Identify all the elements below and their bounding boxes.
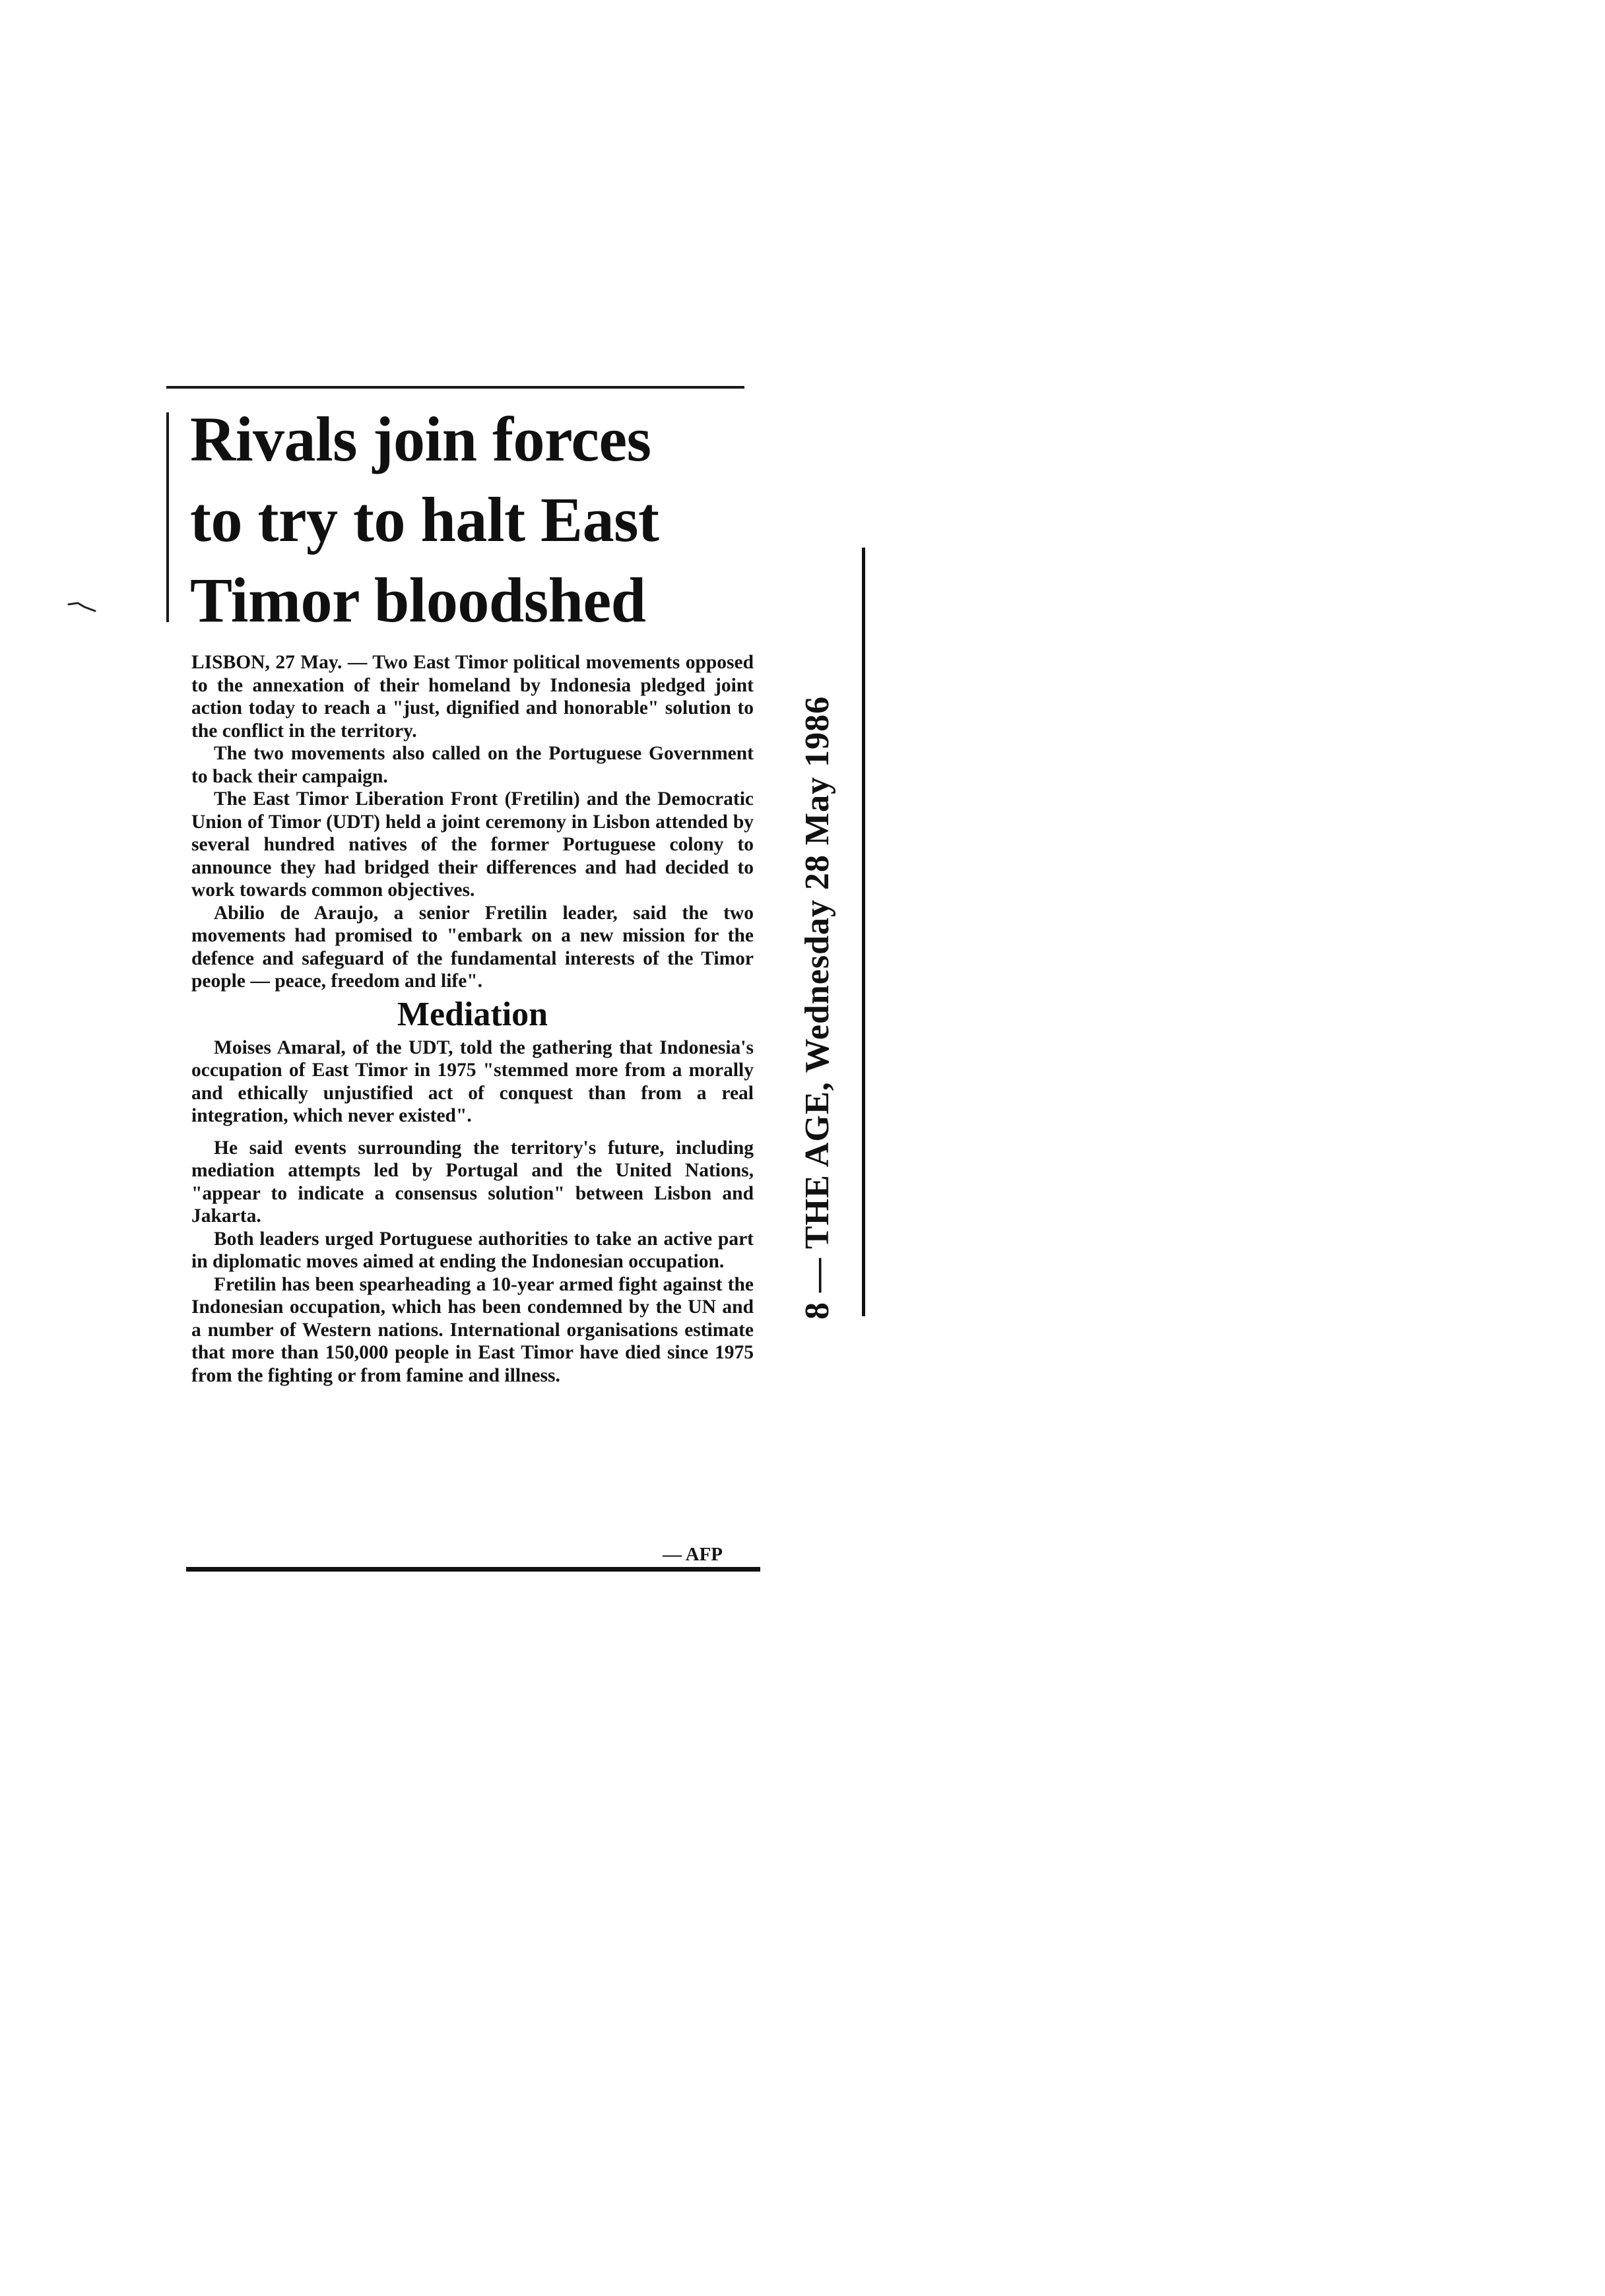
headline: [190, 399, 758, 641]
pen-mark-icon: [67, 600, 96, 614]
subheading: Mediation: [397, 995, 548, 1033]
top-rule: [166, 386, 744, 389]
article-paragraph: Moises Amaral, of the UDT, told the gathering that Indonesia's occupation of East Timor in 1975 "stemmed more from a morally and ethically unjustified act of conquest than from a real integration, which never existed".: [191, 1036, 754, 1126]
article-paragraph: The two movements also called on the Portuguese Government to back their campaign.: [191, 743, 754, 787]
headline-line: Rivals join forces: [190, 404, 651, 474]
headline-line: to try to halt East: [190, 484, 659, 555]
headline-line: Timor bloodshed: [190, 565, 646, 635]
article-paragraph: Both leaders urged Portuguese authorities to take an active part in diplomatic moves aimed at ending the Indonesian occupation.: [191, 1228, 754, 1272]
article-paragraph: He said events surrounding the territory's future, including mediation attempts led by Portugal and the United Nations, "appear to indicate a consensus solution" between Lisbon and Jakarta.: [191, 1137, 754, 1227]
article-body: [191, 651, 754, 1387]
left-rule: [166, 412, 169, 622]
article-paragraph: The East Timor Liberation Front (Fretilin) and the Democratic Union of Timor (UDT) held a joint ceremony in Lisbon attended by several hundred natives of the former Portuguese colony to announce they had bridged their differences and had decided to work towards common objectives.: [191, 788, 754, 901]
bottom-rule: [186, 1567, 760, 1572]
newspaper-clipping: [166, 386, 760, 1587]
agency-credit: — AFP: [663, 1544, 723, 1565]
article-paragraph: Abilio de Araujo, a senior Fretilin leader, said the two movements had promised to "embark on a new mission for the defence and safeguard of the fundamental interests of the Timor people — peace, freedom and life".: [191, 902, 754, 992]
dateline-paragraph: LISBON, 27 May. — Two East Timor political movements opposed to the annexation of their homeland by Indonesia pledged joint action today to reach a "just, dignified and honorable" solution to the conflict in the territory.: [191, 652, 754, 742]
masthead-rule: [862, 548, 865, 1316]
article-paragraph: Fretilin has been spearheading a 10-year armed fight against the Indonesian occupation, which has been condemned by the UN and a number of Western nations. International organisations estimate that more than 150,000 people in East Timor have died since 1975 from the fighting or from famine and illness.: [191, 1273, 754, 1386]
publication-masthead: 8 — THE AGE, Wednesday 28 May 1986: [799, 695, 836, 1320]
